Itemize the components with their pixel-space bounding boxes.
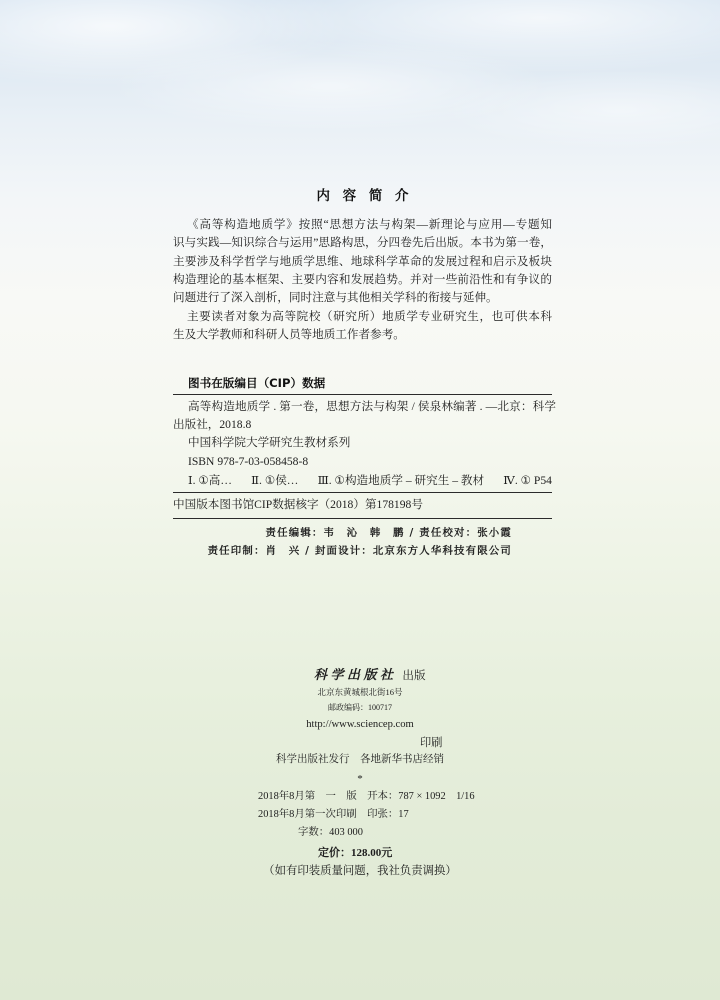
- printer-label: 印刷: [420, 737, 443, 749]
- cip-record-number: 中国版本图书馆CIP数据核字（2018）第178198号: [173, 498, 423, 511]
- edition-line: 2018年8月第 一 版 开本：787 × 1092 1/16: [258, 791, 475, 802]
- production-credits: 责任印制：肖 兴 / 封面设计：北京东方人华科技有限公司: [207, 545, 512, 557]
- publisher-logo: 科学出版社: [314, 667, 397, 682]
- publisher-line: [314, 666, 426, 684]
- cip-title-line-2: 出版社，2018.8: [173, 418, 252, 431]
- publisher-address: 北京东黄城根北街16号: [317, 687, 403, 697]
- printing-line: 2018年8月第一次印刷 印张：17: [258, 809, 409, 820]
- cip-title-line-1: 高等构造地质学 . 第一卷，思想方法与构架 / 侯泉林编著 . —北京：科学: [188, 400, 556, 413]
- distribution-line: 科学出版社发行 各地新华书店经销: [276, 754, 444, 765]
- cip-middle-rule: [173, 492, 552, 493]
- cip-subject-1: Ⅰ. ①高…: [188, 474, 232, 487]
- intro-paragraph-1-line-1: 《高等构造地质学》按照“思想方法与构架—新理论与应用—专题知: [187, 218, 552, 231]
- cip-heading: 图书在版编目（CIP）数据: [188, 376, 326, 390]
- intro-paragraph-1-line-4: 构造理论的基本框架、主要内容和发展趋势。并对一些前沿性和有争议的: [173, 273, 552, 286]
- publisher-postcode: 邮政编码：100717: [328, 703, 392, 712]
- intro-paragraph-1-line-3: 主要涉及科学哲学与地质学思维、地球科学革命的发展过程和启示及板块: [173, 255, 552, 268]
- cip-subject-classification: [188, 472, 552, 490]
- intro-paragraph-1-line-2: 识与实践—知识综合与运用”思路构思，分四卷先后出版。本书为第一卷，: [173, 236, 552, 249]
- cip-isbn: ISBN 978-7-03-058458-8: [188, 455, 309, 468]
- intro-title: 内 容 简 介: [316, 188, 413, 204]
- cip-subject-3: Ⅲ. ①构造地质学 – 研究生 – 教材: [317, 474, 485, 487]
- intro-paragraph-2-line-1: 主要读者对象为高等院校（研究所）地质学专业研究生，也可供本科: [187, 310, 552, 323]
- cip-subject-2: Ⅱ. ①侯…: [251, 474, 299, 487]
- intro-paragraph-1-line-5: 问题进行了深入剖析，同时注意与其他相关学科的衔接与延伸。: [173, 291, 498, 304]
- cip-subject-4: Ⅳ. ① P54: [503, 474, 552, 487]
- word-count: 字数：403 000: [298, 827, 363, 838]
- editor-credits: 责任编辑：韦 沁 韩 鹏 / 责任校对：张小霞: [265, 527, 512, 539]
- publisher-website: http://www.sciencep.com: [306, 719, 414, 730]
- publish-label: 出版: [402, 669, 426, 682]
- cip-series: 中国科学院大学研究生教材系列: [188, 436, 351, 449]
- quality-notice: （如有印装质量问题，我社负责调换）: [263, 865, 457, 877]
- price: 定价：128.00元: [318, 847, 393, 859]
- separator-asterisk: *: [357, 773, 363, 785]
- cip-bottom-rule: [173, 518, 552, 519]
- intro-paragraph-2-line-2: 生及大学教师和科研人员等地质工作者参考。: [173, 328, 405, 341]
- cip-top-rule: [173, 394, 552, 395]
